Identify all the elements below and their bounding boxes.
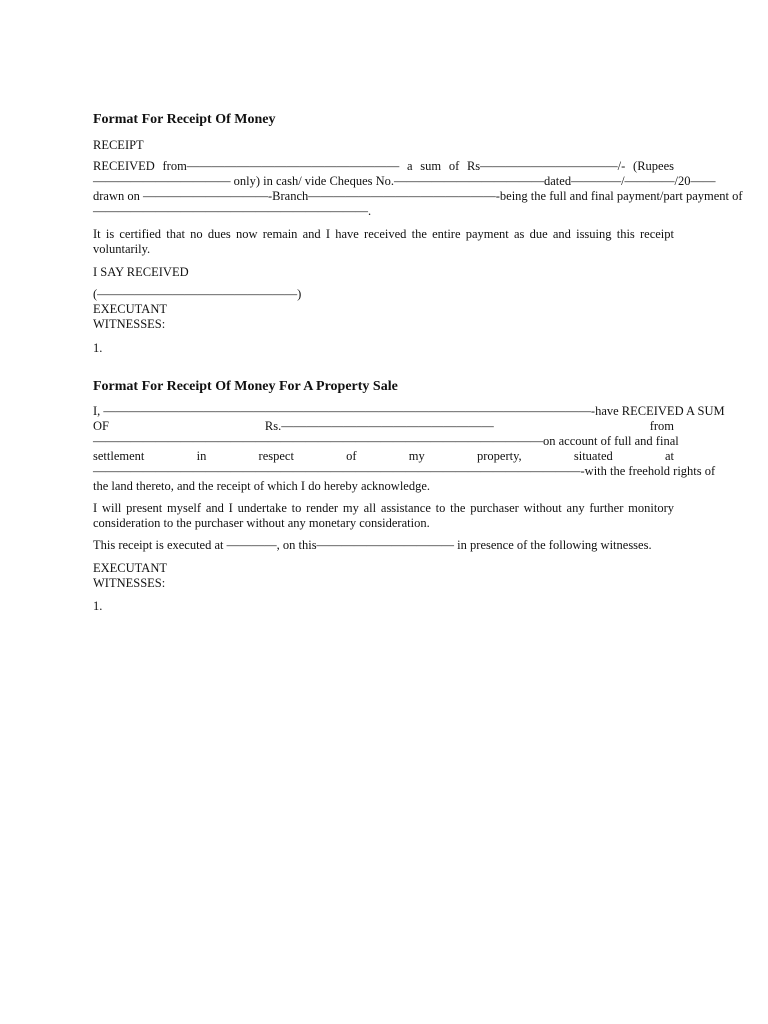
property-paragraph <box>93 404 725 494</box>
property-line: ————————————————————————————————————on account of full and final <box>93 434 679 448</box>
received-line: ——————————————————————. <box>93 204 372 218</box>
signature-line: (————————————————) <box>93 287 302 301</box>
received-line: RECEIVED from————————————————— a sum of Rs———————————/- (Rupees <box>93 159 674 173</box>
receipt-label: RECEIPT <box>93 138 144 152</box>
executant-label: EXECUTANT <box>93 561 167 575</box>
property-line: OF Rs.————————————————— from <box>93 419 674 433</box>
say-received: I SAY RECEIVED <box>93 265 189 279</box>
certification-paragraph: It is certified that no dues now remain and I have received the entire payment as due and issuing this receipt voluntarily. <box>93 227 674 256</box>
witnesses-label: WITNESSES: <box>93 317 166 331</box>
property-line: the land thereto, and the receipt of which I do hereby acknowledge. <box>93 479 431 493</box>
undertaking-paragraph: I will present myself and I undertake to render my all assistance to the purchaser without any further monitory consideration to the purchaser without any monetary consideration. <box>93 501 674 530</box>
received-paragraph <box>93 159 743 219</box>
property-line: settlement in respect of my property, situated at <box>93 449 674 463</box>
witness-1: 1. <box>93 341 103 355</box>
section1-heading: Format For Receipt Of Money <box>93 112 276 127</box>
property-line: ———————————————————————————————————————-with the freehold rights of <box>93 464 716 478</box>
property-line: I, ———————————————————————————————————————-have RECEIVED A SUM <box>93 404 725 418</box>
witness-1: 1. <box>93 599 103 613</box>
received-line: drawn on ——————————-Branch———————————————-being the full and final payment/part payment of <box>93 189 743 203</box>
executed-paragraph: This receipt is executed at ————, on this——————————— in presence of the following witnesses. <box>93 538 652 552</box>
section2-heading: Format For Receipt Of Money For A Property Sale <box>93 379 398 394</box>
received-line: ——————————— only) in cash/ vide Cheques No.————————————dated————/————/20—— <box>93 174 716 188</box>
witnesses-label: WITNESSES: <box>93 576 166 590</box>
executant-label: EXECUTANT <box>93 302 167 316</box>
